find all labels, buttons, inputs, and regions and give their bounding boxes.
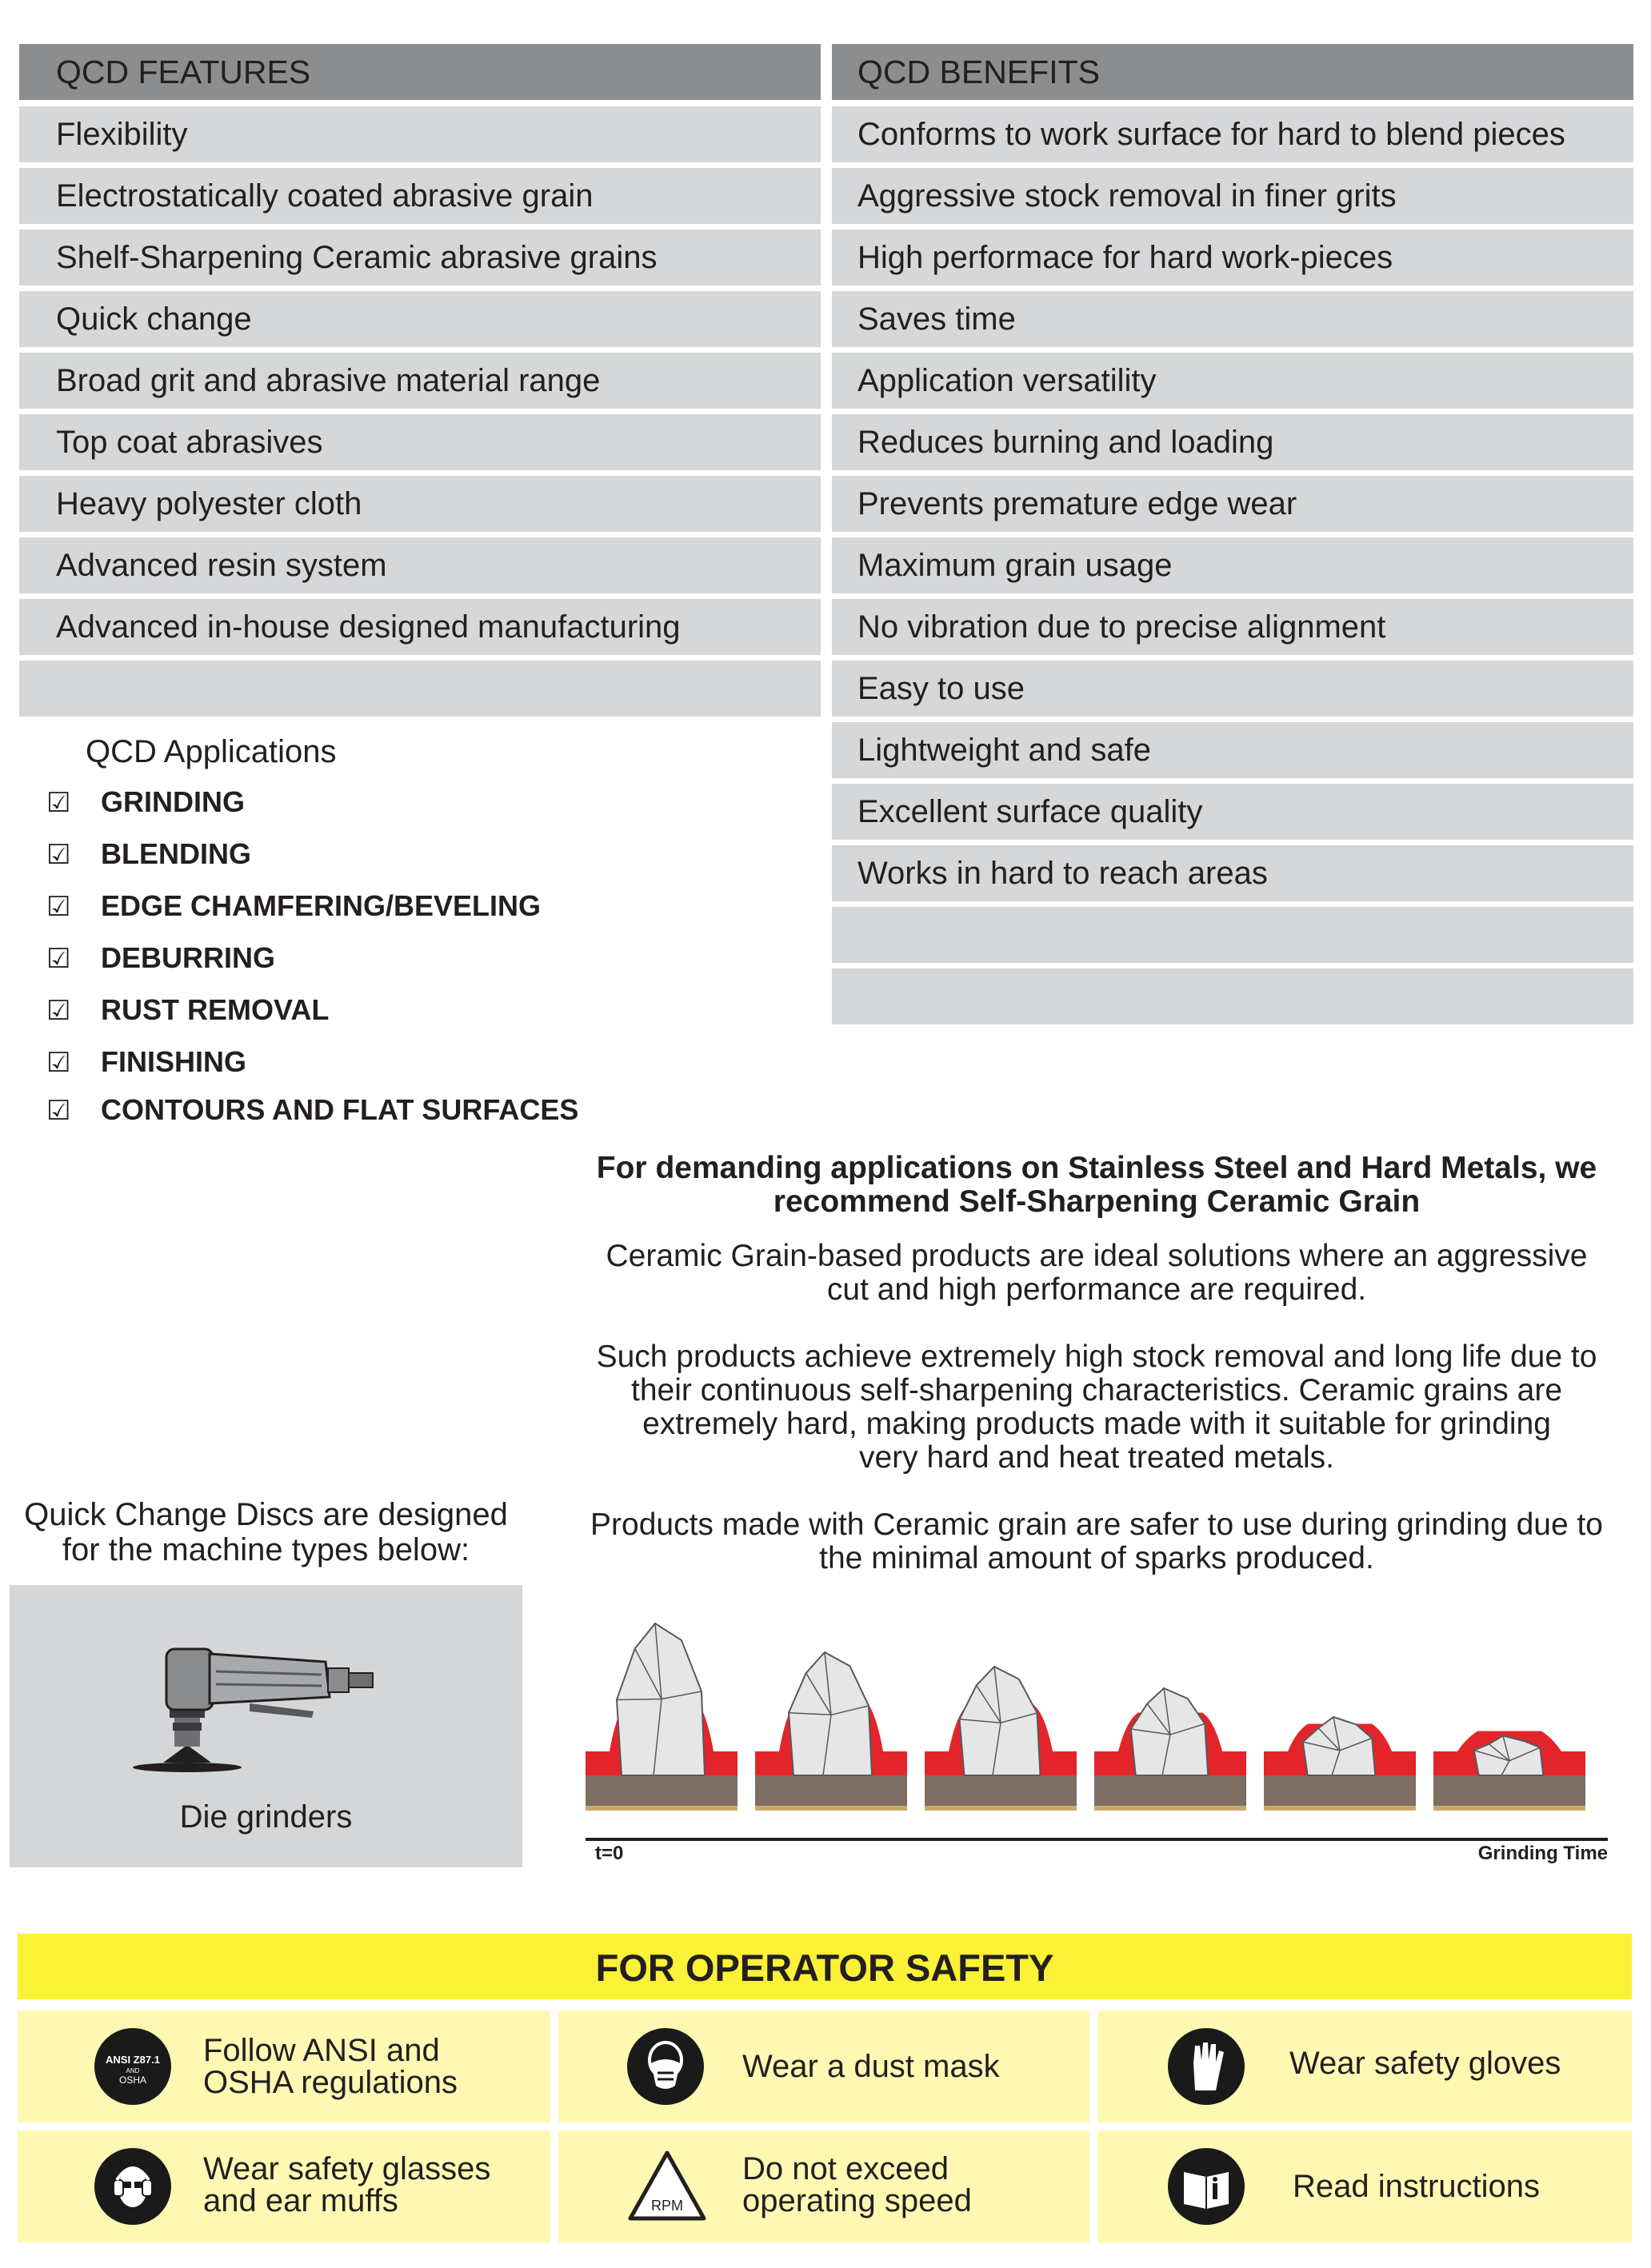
safety-item-speed: [558, 2130, 1089, 2242]
benefit-row: No vibration due to precise alignment: [832, 599, 1633, 655]
rpm-warning-icon: [627, 2150, 707, 2223]
benefit-row: Prevents premature edge wear: [832, 476, 1633, 532]
benefits-table: [832, 44, 1633, 1030]
feature-row: Advanced in-house designed manufacturing: [19, 599, 821, 655]
ceramic-line: the minimal amount of sparks produced.: [819, 1541, 1374, 1575]
benefits-header: QCD BENEFITS: [832, 44, 1633, 100]
feature-row: Electrostatically coated abrasive grain: [19, 168, 821, 224]
benefit-row: Works in hard to reach areas: [832, 845, 1633, 901]
safety-line: Wear safety glasses: [203, 2151, 491, 2186]
safety-line: OSHA regulations: [203, 2065, 458, 2100]
ceramic-line: their continuous self-sharpening characteristics. Ceramic grains are: [630, 1373, 1563, 1408]
application-label: RUST REMOVAL: [101, 993, 330, 1026]
ceramic-line: cut and high performance are required.: [826, 1272, 1367, 1307]
feature-row: Heavy polyester cloth: [19, 476, 821, 532]
ansi-badge-text: ANSI Z87.1: [106, 2054, 160, 2066]
ceramic-heading-line: recommend Self-Sharpening Ceramic Grain: [773, 1184, 1421, 1219]
application-item: [46, 993, 329, 1027]
safety-item-text: Wear a dust mask: [742, 2049, 1000, 2084]
machine-types-note: [0, 1497, 532, 1567]
safety-item-text: Wear safety gloves: [1289, 2046, 1561, 2081]
ceramic-heading-line: For demanding applications on Stainless Steel and Hard Metals, we: [596, 1151, 1597, 1185]
application-label: GRINDING: [101, 785, 245, 818]
grain-stage: [586, 1623, 738, 1811]
application-label: CONTOURS AND FLAT SURFACES: [101, 1093, 579, 1126]
grain-stage: [1094, 1688, 1246, 1811]
ceramic-line: very hard and heat treated metals.: [858, 1440, 1334, 1475]
ceramic-paragraph: [550, 1240, 1643, 1307]
safety-title: FOR OPERATOR SAFETY: [18, 1934, 1632, 1999]
safety-item-instructions: [1097, 2130, 1632, 2242]
checkbox-icon: ☑: [46, 1096, 71, 1126]
safety-item-ansi: [18, 2010, 550, 2122]
application-item: [46, 889, 541, 923]
benefit-row: Application versatility: [832, 353, 1633, 409]
application-label: DEBURRING: [101, 941, 276, 974]
checkbox-icon: ☑: [46, 892, 71, 922]
applications-title: QCD Applications: [86, 734, 337, 769]
application-item: [46, 837, 251, 871]
application-label: BLENDING: [101, 837, 251, 870]
benefit-row: Aggressive stock removal in finer grits: [832, 168, 1633, 224]
safety-item-text: [203, 2153, 490, 2217]
grain-stage: [1264, 1717, 1416, 1811]
read-instructions-icon: [1168, 2148, 1245, 2225]
safety-gloves-icon: [1168, 2028, 1245, 2105]
rpm-badge-text: RPM: [651, 2198, 683, 2214]
application-label: FINISHING: [101, 1045, 247, 1078]
features-table: [19, 44, 821, 722]
safety-line: Follow ANSI and: [203, 2033, 440, 2068]
safety-line: operating speed: [742, 2183, 972, 2218]
safety-item-glasses: [18, 2130, 550, 2242]
benefit-row: Maximum grain usage: [832, 537, 1633, 593]
application-item: [46, 785, 245, 819]
benefit-row: Conforms to work surface for hard to blend pieces: [832, 106, 1633, 162]
safety-line: and ear muffs: [203, 2183, 398, 2218]
ansi-and-text: AND: [126, 2067, 140, 2074]
application-item: [46, 941, 275, 975]
benefit-row-empty: [832, 968, 1633, 1024]
time-end-label: Grinding Time: [1477, 1843, 1608, 1864]
grain-stage: [1433, 1731, 1585, 1811]
benefit-row: High performace for hard work-pieces: [832, 230, 1633, 285]
checkbox-icon: ☑: [46, 840, 71, 870]
die-grinder-label: Die grinders: [179, 1799, 353, 1835]
checkbox-icon: ☑: [46, 944, 71, 974]
machine-note-line: for the machine types below:: [62, 1532, 470, 1567]
feature-row: Advanced resin system: [19, 537, 821, 593]
safety-item-text: [742, 2153, 972, 2217]
dust-mask-icon: [627, 2028, 704, 2105]
grain-stage: [925, 1667, 1077, 1811]
time-start-label: t=0: [595, 1843, 624, 1864]
checkbox-icon: ☑: [46, 996, 71, 1026]
application-item: [46, 1093, 578, 1127]
machine-note-line: Quick Change Discs are designed: [24, 1497, 508, 1532]
safety-item-text: Read instructions: [1293, 2169, 1541, 2204]
benefit-row: Saves time: [832, 291, 1633, 347]
ansi-osha-icon: [94, 2028, 171, 2105]
ceramic-paragraph: [550, 1508, 1643, 1575]
ceramic-heading: [550, 1152, 1643, 1219]
osha-badge-text: OSHA: [118, 2074, 147, 2086]
application-item: [46, 1045, 246, 1079]
ceramic-line: extremely hard, making products made with it suitable for grinding: [642, 1407, 1551, 1441]
glasses-earmuffs-icon: [94, 2148, 171, 2225]
ceramic-line: Such products achieve extremely high stock removal and long life due to: [596, 1340, 1597, 1374]
safety-item-dust-mask: [558, 2010, 1089, 2122]
feature-row: Shelf-Sharpening Ceramic abrasive grains: [19, 230, 821, 285]
grain-wear-diagram: [576, 1599, 1632, 1871]
feature-row: Flexibility: [19, 106, 821, 162]
benefit-row: Reduces burning and loading: [832, 414, 1633, 470]
ceramic-paragraph: [550, 1340, 1643, 1475]
checkbox-icon: ☑: [46, 788, 71, 818]
features-header: QCD FEATURES: [19, 44, 821, 100]
ceramic-line: Products made with Ceramic grain are safer to use during grinding due to: [590, 1507, 1603, 1542]
feature-row-empty: [19, 661, 821, 717]
safety-item-text: [203, 2034, 458, 2098]
application-label: EDGE CHAMFERING/BEVELING: [101, 889, 542, 922]
ceramic-line: Ceramic Grain-based products are ideal solutions where an aggressive: [606, 1239, 1588, 1273]
operator-safety-section: [18, 1934, 1632, 2242]
safety-line: Do not exceed: [742, 2151, 949, 2186]
grain-stage: [755, 1652, 907, 1811]
checkbox-icon: ☑: [46, 1048, 71, 1078]
benefit-row-empty: [832, 907, 1633, 963]
feature-row: Quick change: [19, 291, 821, 347]
benefit-row: Easy to use: [832, 661, 1633, 717]
benefit-row: Lightweight and safe: [832, 722, 1633, 778]
safety-item-gloves: [1097, 2010, 1632, 2122]
feature-row: Top coat abrasives: [19, 414, 821, 470]
benefit-row: Excellent surface quality: [832, 784, 1633, 840]
feature-row: Broad grit and abrasive material range: [19, 353, 821, 409]
